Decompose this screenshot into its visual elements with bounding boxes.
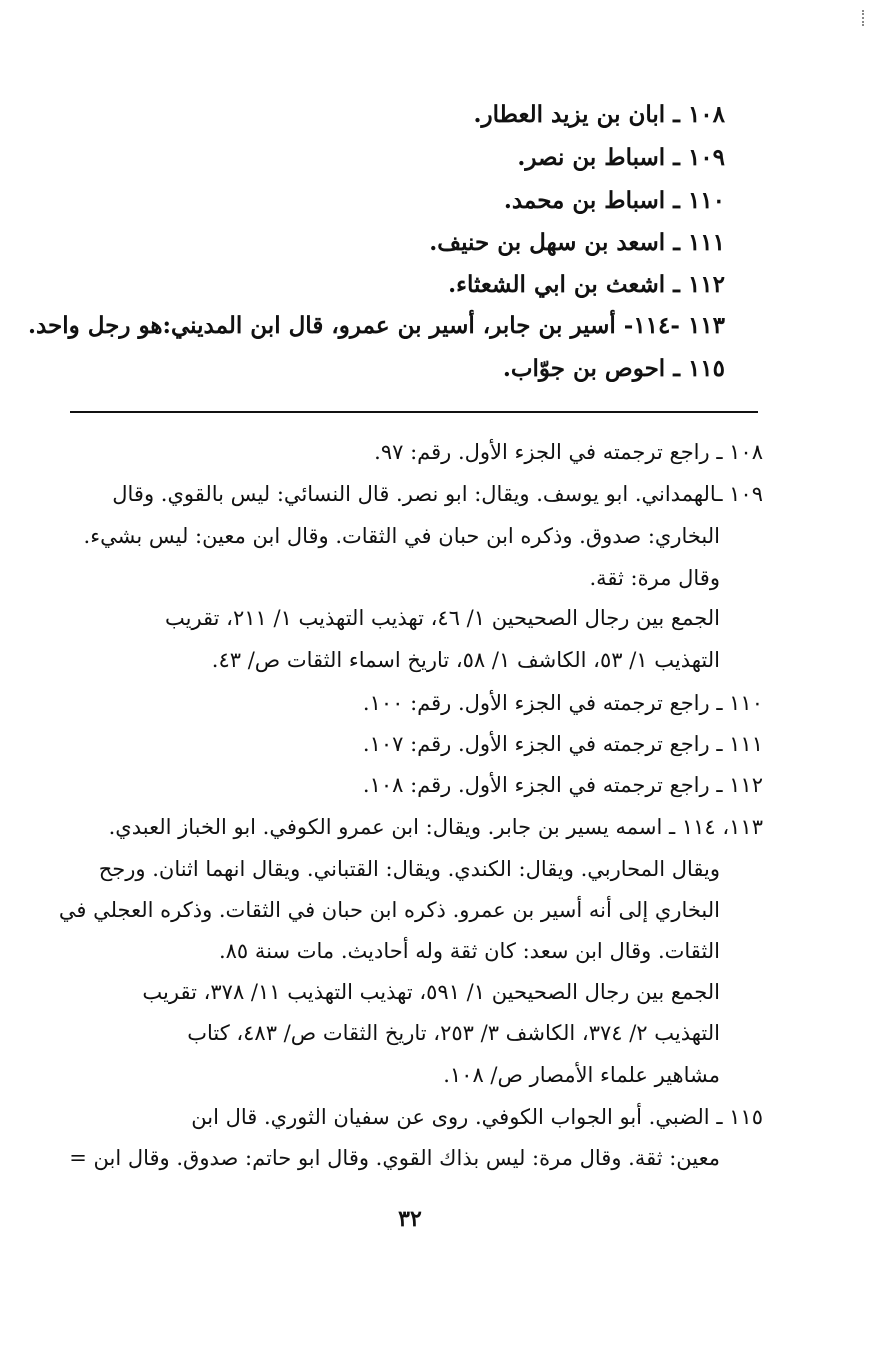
- main-entry: ١١٠ ـ اسباط بن محمد.: [503, 187, 725, 214]
- footnote-line: ١٠٨ ـ راجع ترجمته في الجزء الأول. رقم: ٩٧.: [374, 440, 763, 464]
- main-entry: ١١٥ ـ احوص بن جوّاب.: [502, 355, 725, 382]
- footnote-line: ١١٠ ـ راجع ترجمته في الجزء الأول. رقم: ١٠٠.: [362, 691, 763, 715]
- footnote-line: التهذيب ١/ ٥٣، الكاشف ١/ ٥٨، تاريخ اسماء الثقات ص/ ٤٣.: [211, 648, 720, 672]
- footnote-line: وقال مرة: ثقة.: [589, 566, 720, 590]
- footnote-line: ويقال المحاربي. ويقال: الكندي. ويقال: القتباني. ويقال انهما اثنان. ورجح: [98, 857, 720, 881]
- footnote-line: البخاري إلى أنه أسير بن عمرو. ذكره ابن حبان في الثقات. وذكره العجلي في: [58, 898, 720, 922]
- footnote-line: مشاهير علماء الأمصار ص/ ١٠٨.: [443, 1063, 720, 1087]
- footnote-line: ١١١ ـ راجع ترجمته في الجزء الأول. رقم: ١٠٧.: [362, 732, 763, 756]
- footnote-line: الجمع بين رجال الصحيحين ١/ ٤٦، تهذيب التهذيب ١/ ٢١١، تقريب: [164, 606, 720, 630]
- footnote-line: ١١٣، ١١٤ ـ اسمه يسير بن جابر. ويقال: ابن عمرو الكوفي. ابو الخباز العبدي.: [108, 815, 763, 839]
- footnote-line: معين: ثقة. وقال مرة: ليس بذاك القوي. وقال ابو حاتم: صدوق. وقال ابن =: [69, 1146, 720, 1170]
- footnote-line: ١١٥ ـ الضبي. أبو الجواب الكوفي. روى عن سفيان الثوري. قال ابن: [191, 1105, 763, 1129]
- page-number: ٣٢: [398, 1206, 422, 1232]
- main-entry: ١٠٩ ـ اسباط بن نصر.: [517, 144, 725, 171]
- footnote-line: التهذيب ٢/ ٣٧٤، الكاشف ٣/ ٢٥٣، تاريخ الثقات ص/ ٤٨٣، كتاب: [187, 1021, 720, 1045]
- main-entry: ١١٣ -١١٤- أسير بن جابر، أسير بن عمرو، قال ابن المديني:هو رجل واحد.: [27, 312, 725, 339]
- footnote-line: الجمع بين رجال الصحيحين ١/ ٥٩١، تهذيب التهذيب ١١/ ٣٧٨، تقريب: [142, 980, 720, 1004]
- main-entry: ١١١ ـ اسعد بن سهل بن حنيف.: [429, 229, 725, 256]
- main-entry: ١٠٨ ـ ابان بن يزيد العطار.: [473, 101, 725, 128]
- footnote-line: البخاري: صدوق. وذكره ابن حبان في الثقات. وقال ابن معين: ليس بشيء.: [83, 524, 720, 548]
- footnote-line: الثقات. وقال ابن سعد: كان ثقة وله أحاديث. مات سنة ٨٥.: [218, 939, 720, 963]
- footnote-line: ١٠٩ ـالهمداني. ابو يوسف. ويقال: ابو نصر. قال النسائي: ليس بالقوي. وقال: [112, 482, 763, 506]
- footnote-line: ١١٢ ـ راجع ترجمته في الجزء الأول. رقم: ١٠٨.: [362, 773, 763, 797]
- main-entry: ١١٢ ـ اشعث بن ابي الشعثاء.: [448, 271, 725, 298]
- footnote-separator: [70, 411, 758, 413]
- edge-mark: [862, 10, 866, 26]
